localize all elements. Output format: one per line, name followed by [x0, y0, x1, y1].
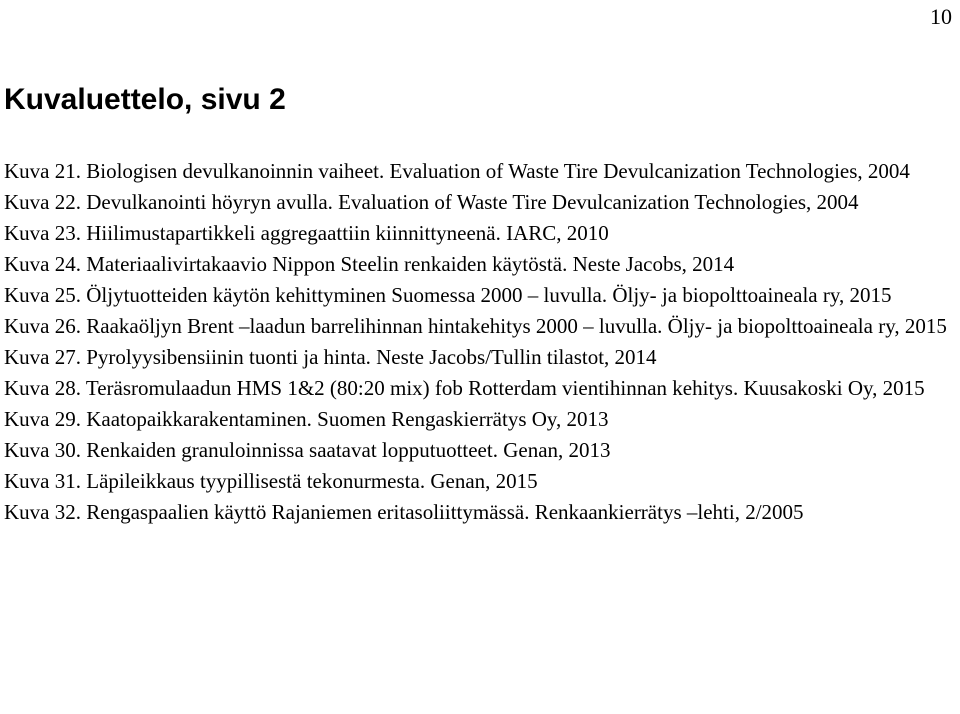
figure-entry-28: Kuva 28. Teräsromulaadun HMS 1&2 (80:20 mix) fob Rotterdam vientihinnan kehitys. Kuusakoski Oy, 2015	[4, 376, 925, 400]
figure-entry-22: Kuva 22. Devulkanointi höyryn avulla. Evaluation of Waste Tire Devulcanization Technologies, 2004	[4, 190, 859, 214]
page-heading: Kuvaluettelo, sivu 2	[4, 83, 286, 116]
figure-entry-26: Kuva 26. Raakaöljyn Brent –laadun barrelihinnan hintakehitys 2000 – luvulla. Öljy- ja biopolttoaineala ry, 2015	[4, 314, 947, 338]
figure-entry-21: Kuva 21. Biologisen devulkanoinnin vaiheet. Evaluation of Waste Tire Devulcanization Technologies, 2004	[4, 159, 910, 183]
page-number: 10	[930, 4, 952, 29]
figure-list	[4, 156, 956, 528]
figure-entry-24: Kuva 24. Materiaalivirtakaavio Nippon Steelin renkaiden käytöstä. Neste Jacobs, 2014	[4, 252, 735, 276]
figure-entry-25: Kuva 25. Öljytuotteiden käytön kehittyminen Suomessa 2000 – luvulla. Öljy- ja biopolttoaineala ry, 2015	[4, 283, 892, 307]
figure-entry-27: Kuva 27. Pyrolyysibensiinin tuonti ja hinta. Neste Jacobs/Tullin tilastot, 2014	[4, 345, 657, 369]
figure-entry-23: Kuva 23. Hiilimustapartikkeli aggregaattiin kiinnittyneenä. IARC, 2010	[4, 221, 609, 245]
figure-entry-32: Kuva 32. Rengaspaalien käyttö Rajaniemen eritasoliittymässä. Renkaankierrätys –lehti, 2/2005	[4, 500, 804, 524]
figure-entry-31: Kuva 31. Läpileikkaus tyypillisestä tekonurmesta. Genan, 2015	[4, 469, 538, 493]
figure-entry-29: Kuva 29. Kaatopaikkarakentaminen. Suomen Rengaskierrätys Oy, 2013	[4, 407, 609, 431]
figure-entry-30: Kuva 30. Renkaiden granuloinnissa saatavat lopputuotteet. Genan, 2013	[4, 438, 611, 462]
